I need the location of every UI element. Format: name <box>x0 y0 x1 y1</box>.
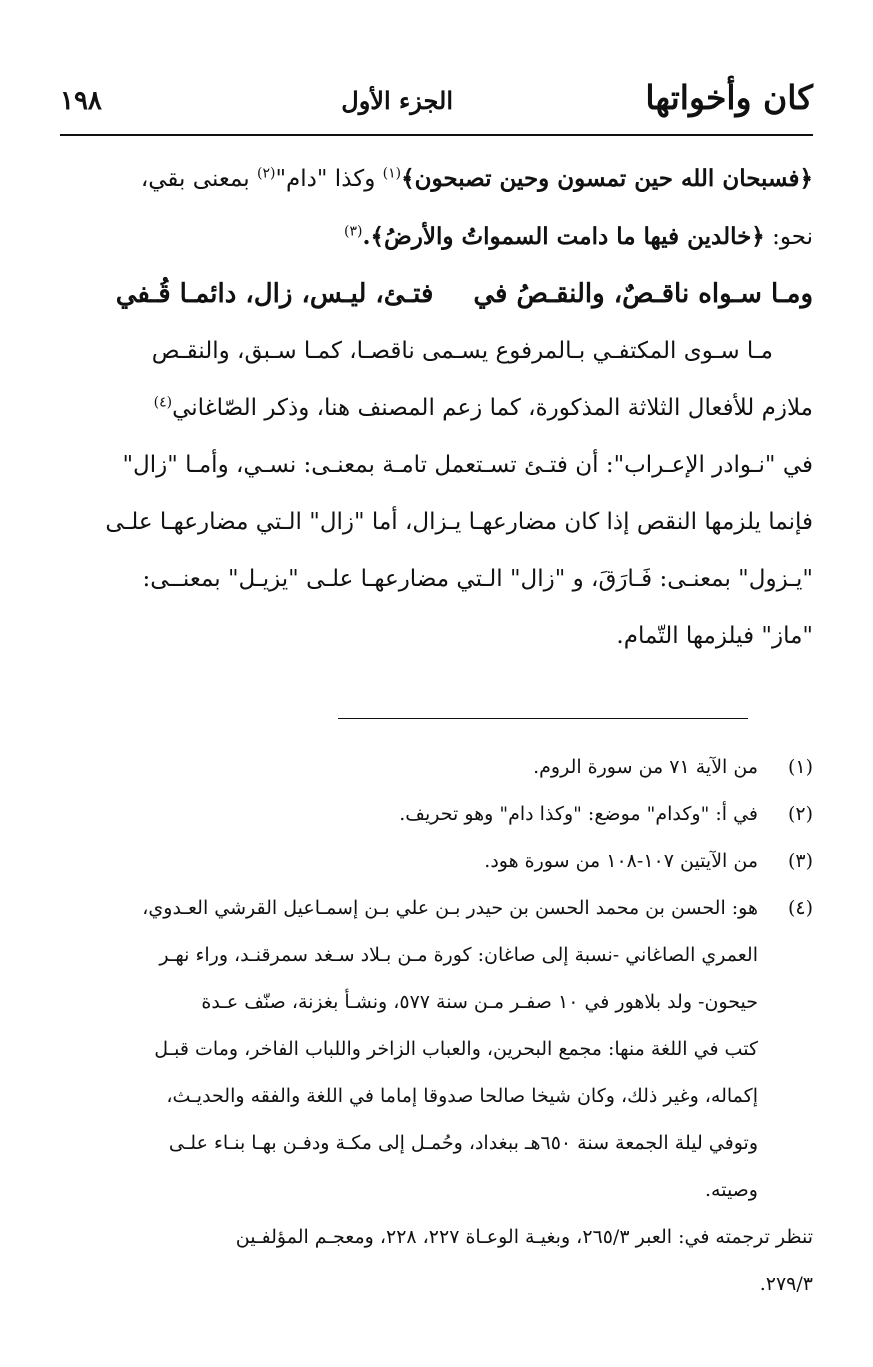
paragraph-line: "يـزول" بمعنـى: فَـارَقَ، و "زال" الـتي مضارعهـا علـى "يزيـل" بمعنــى: <box>142 566 813 592</box>
footnote-number: (٢) <box>787 803 813 825</box>
page-number: ١٩٨ <box>60 86 102 116</box>
part-label: الجزء الأول <box>341 86 453 115</box>
footnotes-section <box>60 744 813 1308</box>
paragraph-line: في "نـوادر الإعـراب": أن فتـئ تسـتعمل تامـة بمعنـى: نسـي، وأمـا "زال" <box>122 452 813 478</box>
footnote-item <box>60 744 813 791</box>
footnote-text: هو: الحسن بن محمد الحسن بن حيدر بـن علي بـن إسمـاعيل القرشي العـدوي، <box>142 897 758 919</box>
header-divider <box>60 134 813 136</box>
footnote-item <box>60 838 813 885</box>
footnote-text: وتوفي ليلة الجمعة سنة ٦٥٠هـ ببغداد، وحُمـل إلى مكـة ودفـن بهـا بنـاء علـى <box>168 1132 758 1154</box>
text-segment: نحو: <box>764 224 813 250</box>
paragraph-line: فإنما يلزمها النقص إذا كان مضارعهـا يـزال، أما "زال" الـتي مضارعهـا علـى <box>105 509 813 535</box>
verse-hemistich-left: فتـئ، ليـس، زال، دائمـا قُـفي <box>115 279 434 309</box>
text-segment: بمعنى بقي، <box>140 166 257 192</box>
footnote-text: وصيته. <box>704 1179 758 1201</box>
sources-line: ٢٧٩/٣. <box>759 1273 813 1295</box>
footnote-text: في أ: "وكدام" موضع: "وكذا دام" وهو تحريف. <box>399 803 758 825</box>
paragraph-line <box>60 380 813 437</box>
verse-hemistich-right: ومـا سـواه ناقـصٌ، والنقـصُ في <box>473 279 813 309</box>
footnote-text: حيحون- ولد بلاهور في ١٠ صفـر مـن سنة ٥٧٧، ونشـأ بغزنة، صنّف عـدة <box>201 991 758 1013</box>
footnote-divider <box>338 718 748 719</box>
footnote-text: إكماله، وغير ذلك، وكان شيخا صالحا صدوقا إماما في اللغة والفقه والحديـث، <box>166 1085 758 1107</box>
footnote-ref-3: (٣) <box>344 223 363 240</box>
poem-verse <box>60 266 813 323</box>
page-header <box>60 78 813 130</box>
sources-line: تنظر ترجمته في: العبر ٢٦٥/٣، وبغيـة الوعـاة ٢٢٧، ٢٢٨، ومعجـم المؤلفـين <box>235 1226 813 1248</box>
main-text <box>60 150 813 665</box>
text-segment: ملازم للأفعال الثلاثة المذكورة، كما زعم المصنف هنا، وذكر الصّاغاني <box>172 395 813 421</box>
footnote-item <box>60 885 813 1214</box>
chapter-title: كان وأخواتها <box>645 78 813 117</box>
footnote-number: (٤) <box>787 897 813 919</box>
footnote-item <box>60 791 813 838</box>
quran-quote-1: ﴿فسبحان الله حين تمسون وحين تصبحون﴾ <box>401 165 813 192</box>
footnote-ref-4: (٤) <box>153 394 173 411</box>
footnote-text: العمري الصاغاني -نسبة إلى صاغان: كورة مـن بـلاد سـغد سمرقنـد، وراء نهـر <box>159 944 758 966</box>
paragraph-line: "ماز" فيلزمها التّمام. <box>616 623 813 649</box>
footnote-text: من الآية ٧١ من سورة الروم. <box>533 756 758 778</box>
paragraph-line: مـا سـوى المكتفـي بـالمرفوع يسـمى ناقصـا، كمـا سـبق، والنقـص <box>151 338 773 364</box>
footnote-number: (٣) <box>787 850 813 872</box>
footnote-number: (١) <box>787 756 813 778</box>
text-line-2 <box>60 208 813 266</box>
quran-quote-2: ﴿خالدين فيها ما دامت السمواتُ والأرضُ﴾. <box>362 223 765 250</box>
footnote-ref-1: (١) <box>382 165 402 182</box>
footnote-ref-2: (٢) <box>257 165 276 182</box>
footnote-text: من الآيتين ١٠٧-١٠٨ من سورة هود. <box>484 850 758 872</box>
text-line-1 <box>60 150 813 208</box>
footnote-text: كتب في اللغة منها: مجمع البحرين، والعباب الزاخر واللباب الفاخر، ومات قبـل <box>154 1038 758 1060</box>
text-segment: وكذا "دام" <box>275 166 383 192</box>
